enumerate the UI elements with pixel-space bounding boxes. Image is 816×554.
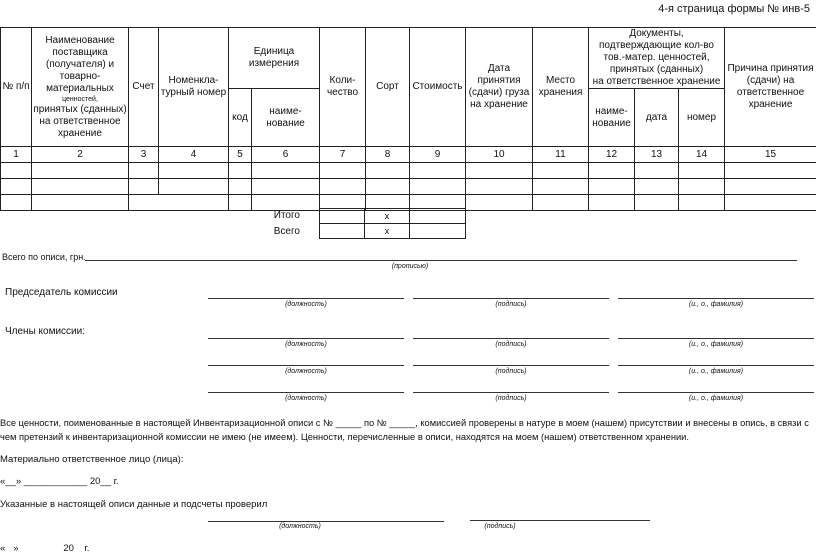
table-cell[interactable] bbox=[320, 163, 366, 179]
caption-position: (должность) bbox=[285, 341, 327, 348]
header-quantity: Коли-чество bbox=[320, 28, 366, 147]
caption-name: (и., о., фамилия) bbox=[688, 395, 744, 402]
caption-name: (и., о., фамилия) bbox=[688, 301, 744, 308]
header-unit-code: код bbox=[229, 89, 252, 147]
header-number: № п/п bbox=[1, 28, 32, 147]
table-cell[interactable] bbox=[679, 163, 725, 179]
vsego-quantity[interactable] bbox=[319, 223, 365, 239]
colnum: 2 bbox=[32, 147, 129, 163]
table-cell[interactable] bbox=[229, 179, 252, 195]
caption-name: (и., о., фамилия) bbox=[688, 341, 744, 348]
table-cell[interactable] bbox=[1, 163, 32, 179]
colnum: 8 bbox=[366, 147, 410, 163]
table-cell[interactable] bbox=[635, 163, 679, 179]
member2-position-field[interactable] bbox=[208, 365, 404, 366]
caption-position: (должность) bbox=[285, 395, 327, 402]
header-doc-date: дата bbox=[635, 89, 679, 147]
table-cell[interactable] bbox=[466, 195, 533, 211]
header-cost: Стоимость bbox=[410, 28, 466, 147]
table-cell[interactable] bbox=[32, 195, 129, 211]
colnum: 4 bbox=[159, 147, 229, 163]
colnum: 3 bbox=[129, 147, 159, 163]
checked-position-field[interactable] bbox=[208, 521, 444, 522]
column-numbers-row bbox=[1, 147, 816, 163]
header-unit-group: Единица измерения bbox=[229, 28, 320, 89]
statement-paragraph bbox=[0, 416, 816, 444]
caption-name: (и., о., фамилия) bbox=[688, 368, 744, 375]
colnum: 7 bbox=[320, 147, 366, 163]
chairman-position-field[interactable] bbox=[208, 298, 404, 299]
total-by-list-caption: (прописью) bbox=[391, 263, 429, 270]
responsible-label: Материально ответственное лицо (лица): bbox=[0, 454, 184, 465]
header-item-number: Номенкла-турный номер bbox=[159, 28, 229, 147]
members-label: Члены комиссии: bbox=[5, 326, 86, 337]
table-cell[interactable] bbox=[1, 179, 32, 195]
table-cell[interactable] bbox=[32, 163, 129, 179]
header-date-accepted: Дата принятия (сдачи) груза на хранение bbox=[466, 28, 533, 147]
table-cell[interactable] bbox=[635, 179, 679, 195]
table-cell[interactable] bbox=[466, 179, 533, 195]
table-cell[interactable] bbox=[466, 163, 533, 179]
table-cell[interactable] bbox=[366, 163, 410, 179]
member3-name-field[interactable] bbox=[618, 392, 814, 393]
table-cell[interactable] bbox=[725, 179, 816, 195]
responsible-date[interactable]: «__» ____________ 20__ г. bbox=[0, 476, 119, 487]
colnum: 13 bbox=[635, 147, 679, 163]
colnum: 6 bbox=[252, 147, 320, 163]
table-cell[interactable] bbox=[679, 179, 725, 195]
table-cell[interactable] bbox=[129, 195, 229, 211]
colnum: 14 bbox=[679, 147, 725, 163]
table-cell[interactable] bbox=[252, 179, 320, 195]
caption-signature: (подпись) bbox=[484, 523, 516, 530]
table-cell[interactable] bbox=[32, 179, 129, 195]
caption-signature: (подпись) bbox=[495, 368, 527, 375]
chairman-name-field[interactable] bbox=[618, 298, 814, 299]
table-cell[interactable] bbox=[533, 163, 589, 179]
total-by-list-label: Всего по описи, грн. bbox=[2, 252, 86, 262]
statement-line-1: Все ценности, поименованные в настоящей Инвентаризационной описи с № _____ по № _____, комиссией проверены в натуре в моем (нашем) присутствии и внесены в опись, в связи с bbox=[0, 418, 809, 428]
total-by-list-field[interactable] bbox=[85, 260, 797, 261]
header-storage-place: Место хранения bbox=[533, 28, 589, 147]
table-cell[interactable] bbox=[635, 195, 679, 211]
colnum: 11 bbox=[533, 147, 589, 163]
table-cell[interactable] bbox=[725, 163, 816, 179]
table-cell[interactable] bbox=[1, 195, 32, 211]
member3-signature-field[interactable] bbox=[413, 392, 609, 393]
caption-position: (должность) bbox=[279, 523, 321, 530]
caption-signature: (подпись) bbox=[495, 301, 527, 308]
table-cell[interactable] bbox=[320, 179, 366, 195]
table-row bbox=[1, 163, 816, 179]
colnum: 15 bbox=[725, 147, 816, 163]
member2-name-field[interactable] bbox=[618, 365, 814, 366]
colnum: 12 bbox=[589, 147, 635, 163]
header-reason: Причина принятия (сдачи) на ответственное хранение bbox=[725, 28, 816, 147]
vsego-cost[interactable] bbox=[409, 223, 466, 239]
table-cell[interactable] bbox=[366, 179, 410, 195]
table-cell[interactable] bbox=[229, 195, 252, 211]
header-grade: Сорт bbox=[366, 28, 410, 147]
member3-position-field[interactable] bbox=[208, 392, 404, 393]
caption-position: (должность) bbox=[285, 301, 327, 308]
table-cell[interactable] bbox=[589, 179, 635, 195]
table-cell[interactable] bbox=[410, 163, 466, 179]
header-supplier-name: Наименование поставщика (получателя) и товарно- материальных ценностей, принятых (сданных) на ответственное хранение bbox=[32, 28, 129, 147]
table-cell[interactable] bbox=[589, 195, 635, 211]
itogo-quantity[interactable] bbox=[319, 208, 365, 224]
table-cell[interactable] bbox=[533, 179, 589, 195]
member2-signature-field[interactable] bbox=[413, 365, 609, 366]
table-cell[interactable] bbox=[410, 179, 466, 195]
caption-signature: (подпись) bbox=[495, 341, 527, 348]
vsego-grade: х bbox=[364, 223, 410, 239]
table-cell[interactable] bbox=[229, 163, 252, 179]
colnum: 10 bbox=[466, 147, 533, 163]
checked-date[interactable]: « » 20 г. bbox=[0, 543, 90, 554]
colnum: 5 bbox=[229, 147, 252, 163]
table-cell[interactable] bbox=[252, 195, 320, 211]
caption-position: (должность) bbox=[285, 368, 327, 375]
colnum: 9 bbox=[410, 147, 466, 163]
checked-signature-field[interactable] bbox=[470, 520, 650, 521]
table-cell[interactable] bbox=[159, 179, 229, 195]
table-cell[interactable] bbox=[129, 179, 159, 195]
vsego-label: Всего bbox=[273, 226, 300, 237]
member1-name-field[interactable] bbox=[618, 338, 814, 339]
header-doc-number: номер bbox=[679, 89, 725, 147]
header-account: Счет bbox=[129, 28, 159, 147]
table-cell[interactable] bbox=[679, 195, 725, 211]
member1-signature-field[interactable] bbox=[413, 338, 609, 339]
table-cell[interactable] bbox=[533, 195, 589, 211]
checked-label: Указанные в настоящей описи данные и подсчеты проверил bbox=[0, 499, 268, 510]
member1-position-field[interactable] bbox=[208, 338, 404, 339]
colnum: 1 bbox=[1, 147, 32, 163]
table-cell[interactable] bbox=[589, 163, 635, 179]
chairman-signature-field[interactable] bbox=[413, 298, 609, 299]
header-doc-name: наиме-нование bbox=[589, 89, 635, 147]
table-cell[interactable] bbox=[725, 195, 816, 211]
chairman-label: Председатель комиссии bbox=[5, 287, 118, 298]
itogo-grade: х bbox=[364, 208, 410, 224]
table-cell[interactable] bbox=[252, 163, 320, 179]
inventory-table bbox=[0, 27, 816, 211]
form-page-reference: 4-я страница формы № инв-5 bbox=[658, 3, 810, 15]
table-cell[interactable] bbox=[159, 163, 229, 179]
caption-signature: (подпись) bbox=[495, 395, 527, 402]
itogo-cost[interactable] bbox=[409, 208, 466, 224]
table-cell[interactable] bbox=[129, 163, 159, 179]
statement-line-2: чем претензий к инвентаризационной комиссии не имею (не имеем). Ценности, перечисленные в описи, находятся на моем (нашем) ответственном хранении. bbox=[0, 432, 689, 442]
table-row bbox=[1, 179, 816, 195]
itogo-label: Итого bbox=[273, 210, 300, 221]
header-unit-name: наиме-нование bbox=[252, 89, 320, 147]
header-documents-group: Документы, подтверждающие кол-во тов.-матер. ценностей, принятых (сданных) на ответственное хранение bbox=[589, 28, 725, 89]
